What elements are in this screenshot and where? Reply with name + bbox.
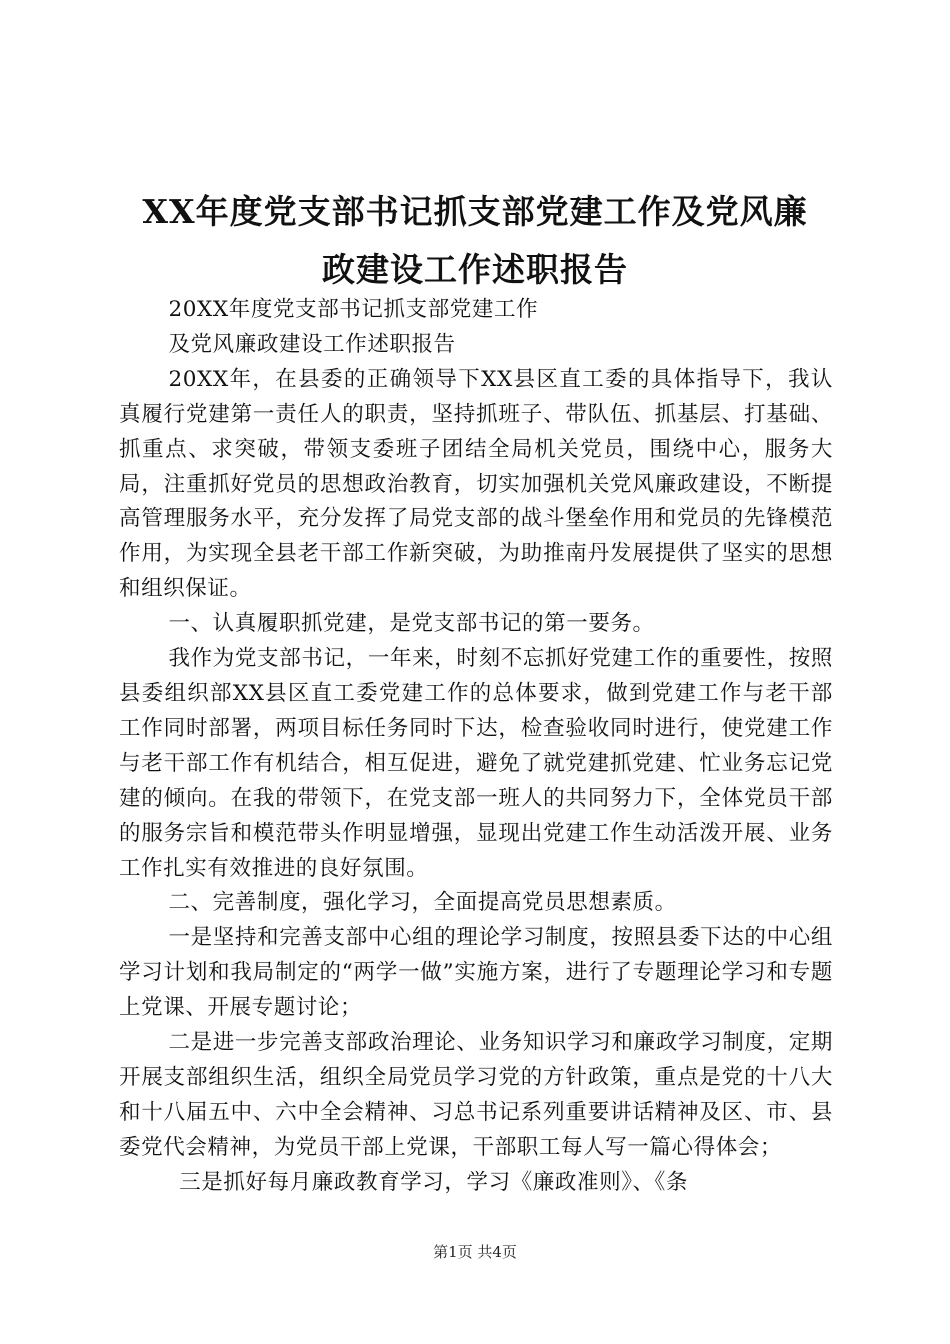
subtitle-line-2: 及党风廉政建设工作述职报告 — [168, 331, 456, 357]
section-heading-2: 二、完善制度，强化学习，全面提高党员思想素质。 — [168, 890, 677, 916]
page-number-footer: 第1页 共4页 — [433, 1243, 517, 1261]
document-title-line-1: XX年度党支部书记抓支部党建工作及党风廉 — [142, 192, 808, 231]
section-heading-1: 一、认真履职抓党建，是党支部书记的第一要务。 — [168, 611, 655, 637]
paragraph-item-1: 一是坚持和完善支部中心组的理论学习制度，按照县委下达的中心组学习计划和我局制定的“两学一做”实施方案，进行了专题理论学习和专题上党课、开展专题讨论； — [119, 925, 833, 1021]
paragraph-section-1: 我作为党支部书记，一年来，时刻不忘抓好党建工作的重要性，按照县委组织部XX县区直工委党建工作的总体要求，做到党建工作与老干部工作同时部署，两项目标任务同时下达，检查验收同时进行，使党建工作与老干部工作有机结合，相互促进，避免了就党建抓党建、忙业务忘记党建的倾向。在我的带领下，在党支部一班人的共同努力下，全体党员干部的服务宗旨和模范带头作明显增强，显现出党建工作生动活泼开展、业务工作扎实有效推进的良好氛围。 — [119, 646, 833, 881]
document-body — [119, 293, 833, 1201]
subtitle-line-1: 20XX年度党支部书记抓支部党建工作 — [168, 297, 539, 322]
paragraph-item-2: 二是进一步完善支部政治理论、业务知识学习和廉政学习制度，定期开展支部组织生活，组织全局党员学习党的方针政策，重点是党的十八大和十八届五中、六中全会精神、习总书记系列重要讲话精神及区、市、县委党代会精神，为党员干部上党课，干部职工每人写一篇心得体会； — [119, 1030, 833, 1160]
paragraph-item-3: 三是抓好每月廉政教育学习，学习《廉政准则》、《条 — [179, 1169, 689, 1195]
paragraph-intro: 20XX年，在县委的正确领导下XX县区直工委的具体指导下，我认真履行党建第一责任人的职责，坚持抓班子、带队伍、抓基层、打基础、抓重点、求突破，带领支委班子团结全局机关党员，围绕中心，服务大局，注重抓好党员的思想政治教育，切实加强机关党风廉政建设，不断提高管理服务水平，充分发挥了局党支部的战斗堡垒作用和党员的先锋模范作用，为实现全县老干部工作新突破，为助推南丹发展提供了坚实的思想和组织保证。 — [119, 366, 833, 602]
document-title-line-2: 政建设工作述职报告 — [322, 250, 628, 289]
